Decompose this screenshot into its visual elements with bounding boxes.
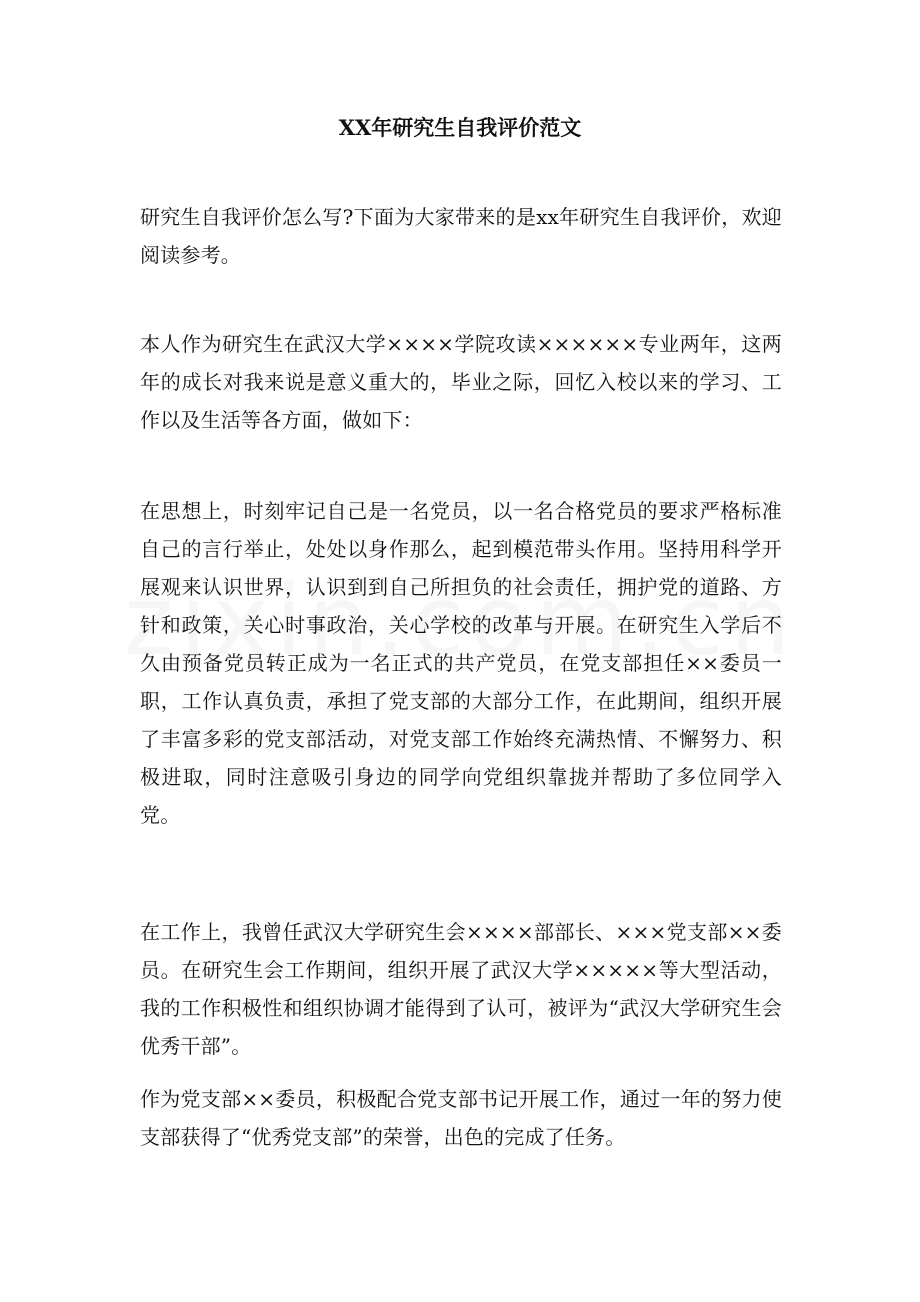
ideology-paragraph: 在思想上，时刻牢记自己是一名党员，以一名合格党员的要求严格标准自己的言行举止，处处以身作那么，起到模范带头作用。坚持用科学开展观来认识世界，认识到到自己所担负的社会责任，拥护党的道路、方针和政策，关心时事政治，关心学校的改革与开展。在研究生入学后不久由预备党员转正成为一名正式的共产党员，在党支部担任××委员一职，工作认真负责，承担了党支部的大部分工作，在此期间，组织开展了丰富多彩的党支部活动，对党支部工作始终充满热情、不懈努力、积极进取，同时注意吸引身边的同学向党组织靠拢并帮助了多位同学入党。 [140,499,782,827]
background-paragraph: 本人作为研究生在武汉大学××××学院攻读××××××专业两年，这两年的成长对我来说是意义重大的，毕业之际，回忆入校以来的学习、工作以及生活等各方面，做如下： [140,332,782,432]
party-committee-paragraph: 作为党支部××委员，积极配合党支部书记开展工作，通过一年的努力使支部获得了“优秀党支部”的荣誉，出色的完成了任务。 [140,1087,782,1149]
document-title: XX年研究生自我评价范文 [338,115,582,140]
work-paragraph: 在工作上，我曾任武汉大学研究生会××××部部长、×××党支部××委员。在研究生会工作期间，组织开展了武汉大学×××××等大型活动，我的工作积极性和组织协调才能得到了认可，被评为“武汉大学研究生会优秀干部”。 [140,920,782,1058]
intro-paragraph: 研究生自我评价怎么写?下面为大家带来的是xx年研究生自我评价，欢迎阅读参考。 [140,205,782,267]
